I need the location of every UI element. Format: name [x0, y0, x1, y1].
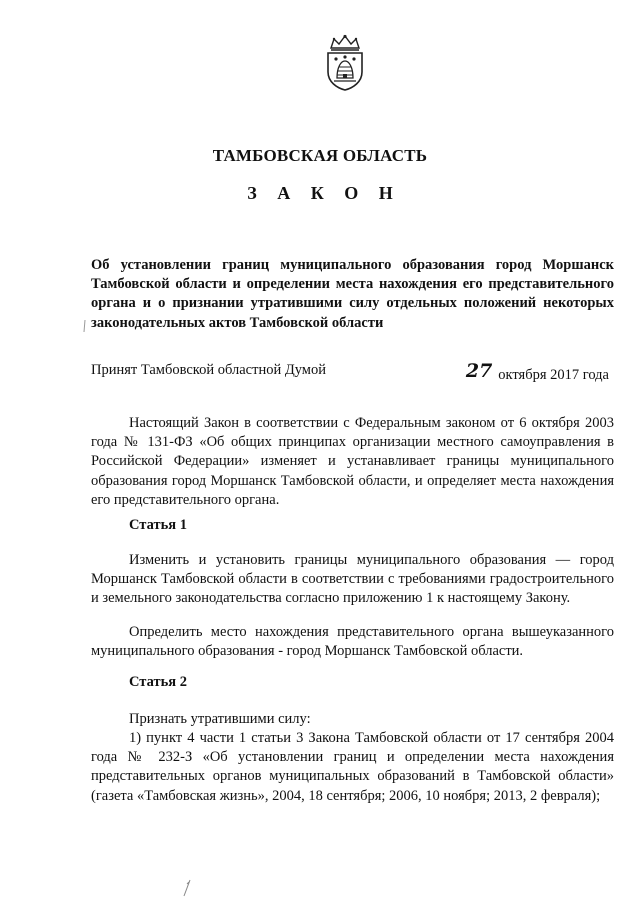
- article-2-heading: Статья 2: [129, 674, 187, 690]
- document-type-title: З А К О Н: [247, 183, 401, 203]
- law-subject-title: Об установлении границ муниципального образования город Моршанск Тамбовской области и определении места нахождения его представительного органа и о признании утратившими силу отдельных положений некоторых законодательных актов Тамбовской области: [91, 257, 614, 331]
- handwritten-day: 27: [465, 360, 493, 382]
- article-1-heading: Статья 1: [129, 517, 187, 533]
- article-1-paragraph-2: Определить место нахождения представительного органа вышеуказанного муниципального образования - город Моршанск Тамбовской области.: [91, 624, 614, 660]
- article-2-paragraph-1: Признать утратившими силу:: [129, 711, 311, 727]
- adoption-line: [91, 362, 613, 384]
- adopting-body: Принят Тамбовской областной Думой: [91, 362, 326, 378]
- article-1-paragraph-1: Изменить и установить границы муниципального образования — город Моршанск Тамбовской области в соответствии с требованиями градостроительного и земельного законодательства согласно приложению 1 к настоящему Закону.: [91, 552, 614, 607]
- adoption-date: [466, 362, 609, 384]
- scan-mark: [82, 318, 88, 334]
- adoption-date-rest: октября 2017 года: [498, 367, 609, 383]
- scan-mark: [180, 878, 194, 900]
- preamble-paragraph: Настоящий Закон в соответствии с Федеральным законом от 6 октября 2003 года № 131-ФЗ «Об общих принципах организации местного самоуправления в Российской Федерации» изменяет и устанавливает границы муниципального образования город Моршанск Тамбовской области, и определяет места нахождения его представительного органа.: [91, 415, 614, 508]
- article-2-paragraph-2: 1) пункт 4 части 1 статьи 3 Закона Тамбовской области от 17 сентября 2004 года № 232-З «Об установлении границ и определении места нахождения представительных органов муниципальных образований в Тамбовской области» (газета «Тамбовская жизнь», 2004, 18 сентября; 2006, 10 ноября; 2013, 2 февраля);: [91, 730, 614, 804]
- tambov-coat-of-arms-icon: [322, 34, 368, 92]
- region-title: ТАМБОВСКАЯ ОБЛАСТЬ: [212, 146, 428, 165]
